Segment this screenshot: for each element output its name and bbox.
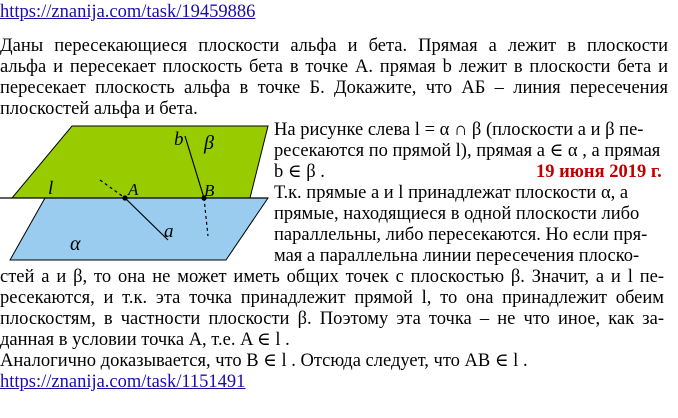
solution-r4: Т.к. прямые a и l принадлежат плоскости α, а xyxy=(274,183,629,203)
task-line-3: пересекает плоскость альфа в точке Б. Докажите, что АБ – линия пересечения xyxy=(0,78,668,98)
solution-f4: данная в условии точка A, т.е. A ∈ l . xyxy=(0,330,290,350)
planes-diagram xyxy=(0,118,274,278)
date-stamp: 19 июня 2019 г. xyxy=(536,162,662,182)
solution-f5: Аналогично доказывается, что B ∈ l . Отсюда следует, что AB ∈ l . xyxy=(0,351,528,371)
task-line-2: альфа и пересекает плоскость бета в точке A. прямая b лежит в плоскости бета и xyxy=(0,57,668,77)
label-A: A xyxy=(128,180,139,199)
solution-r2: ресекаются по прямой l), прямая a ∈ α , а прямая xyxy=(274,141,661,161)
solution-r5: прямые, находящиеся в одной плоскости либо xyxy=(274,204,640,224)
solution-r7: мая a параллельна линии пересечения плоско- xyxy=(274,246,640,266)
label-b: b xyxy=(174,129,184,150)
label-a: a xyxy=(164,221,174,242)
label-beta: β xyxy=(204,132,214,154)
solution-r3: b ∈ β . xyxy=(274,162,325,182)
label-l: l xyxy=(48,178,54,199)
task-line-4: плоскостей альфа и бета. xyxy=(0,99,198,119)
solution-f1: стей a и β, то она не может иметь общих точек с плоскостью β. Значит, a и l пе- xyxy=(0,267,664,287)
label-B: B xyxy=(204,181,215,200)
label-alpha: α xyxy=(70,233,81,255)
task-line-1: Даны пересекающиеся плоскости альфа и бета. Прямая a лежит в плоскости xyxy=(0,36,668,56)
solution-f3: плоскостям, в частности плоскости β. Поэтому эта точка – не что иное, как за- xyxy=(0,309,664,329)
solution-r1: На рисунке слева l = α ∩ β (плоскости a и β пе- xyxy=(274,120,644,140)
point-a xyxy=(122,195,127,200)
alpha-plane xyxy=(10,198,268,260)
task-link-bottom[interactable]: https://znanija.com/task/1151491 xyxy=(0,372,246,392)
solution-f2: ресекаются, и т.к. эта точка принадлежит прямой l, то она принадлежит обеим xyxy=(0,288,664,308)
solution-r6: параллельны, либо пересекаются. Но если пря- xyxy=(274,225,648,245)
task-link-top[interactable]: https://znanija.com/task/19459886 xyxy=(0,2,256,22)
